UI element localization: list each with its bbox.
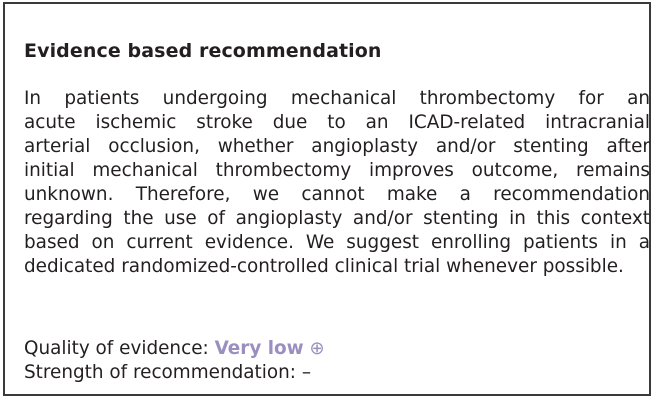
strength-label: Strength of recommendation: [24,362,296,383]
quality-label: Quality of evidence: [24,338,209,359]
recommendation-box [3,2,651,396]
text-line: initial mechanical thrombectomy improves outcome, remains [24,160,650,181]
text-line: regarding the use of angioplasty and/or stenting in this context [24,208,650,229]
text-line: arterial occlusion, whether angioplasty and/or stenting after [24,136,650,157]
text-line: In patients undergoing mechanical thrombectomy for an [24,88,650,109]
strength-value: – [301,362,312,383]
text-line: based on current evidence. We suggest enrolling patients in a [24,232,650,253]
circled-plus-icon: ⊕ [309,338,325,359]
recommendation-text [24,87,650,279]
quality-value: Very low [214,338,304,359]
text-line: dedicated randomized-controlled clinical trial whenever possible. [24,256,624,277]
text-line: unknown. Therefore, we cannot make a recommendation [24,184,650,205]
text-line: acute ischemic stroke due to an ICAD-related intracranial [24,112,650,133]
strength-of-recommendation [24,361,311,385]
box-title: Evidence based recommendation [24,40,382,62]
quality-of-evidence [24,337,325,361]
